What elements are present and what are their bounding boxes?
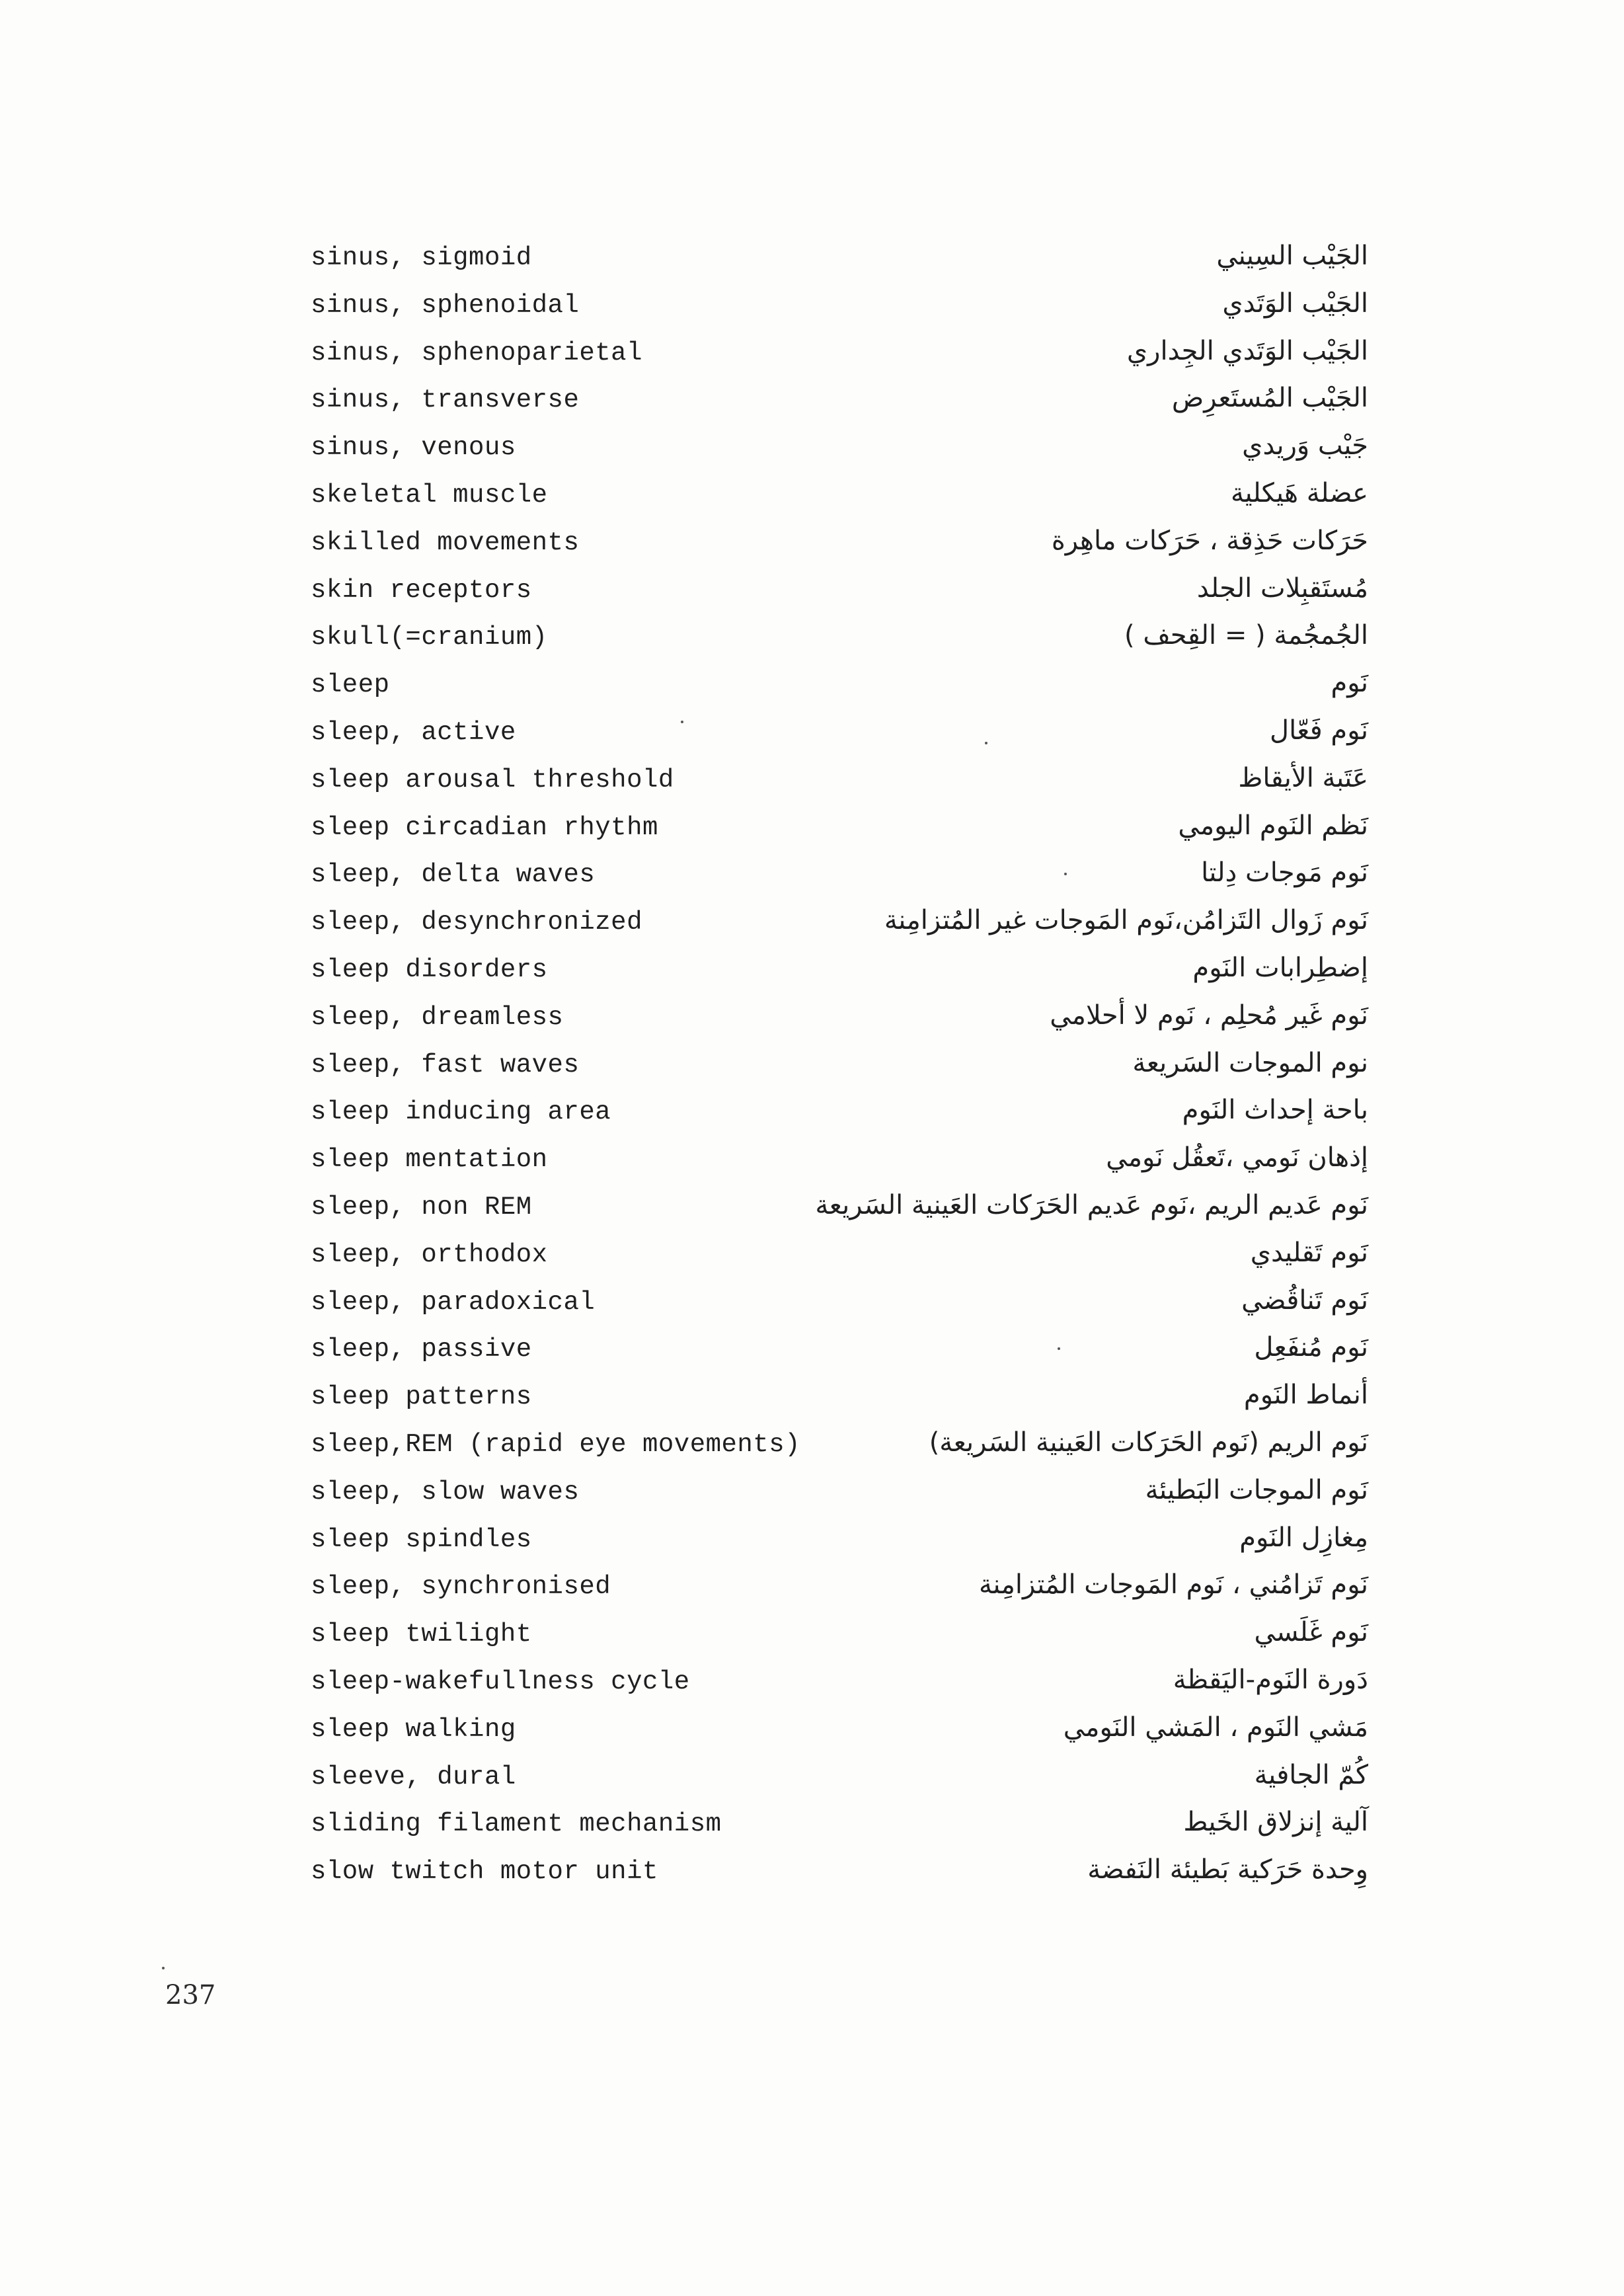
glossary-row [311,571,1368,618]
glossary-row [311,1567,1368,1614]
english-term: sleep, orthodox [311,1240,548,1269]
glossary-row [311,808,1368,855]
arabic-term: نَوم عَديم الريم ،نَوم عَديم الحَرَكات العَينية السَريعة [815,1189,1368,1220]
glossary-row [311,1425,1368,1472]
scan-speck [1064,873,1067,875]
glossary-row [311,333,1368,381]
english-term: sinus, sigmoid [311,243,532,272]
english-term: sinus, venous [311,433,516,463]
english-term: sleep,REM (rapid eye movements) [311,1429,801,1459]
arabic-term: وِحدة حَرَكية بَطيئة النَفضة [1087,1854,1368,1885]
english-term: sleep, non REM [311,1192,532,1222]
english-term: sleep, active [311,717,516,747]
english-term: sinus, sphenoidal [311,290,580,320]
glossary-row [311,1092,1368,1140]
english-term: sleep, passive [311,1335,532,1365]
english-term: skeletal muscle [311,480,548,510]
english-term: sleep, synchronised [311,1572,611,1602]
english-term: sleep, delta waves [311,860,596,890]
arabic-term: الجَيْب السِيني [1216,241,1368,271]
glossary-row [311,1614,1368,1662]
english-term: sleep mentation [311,1145,548,1175]
glossary-row [311,1472,1368,1520]
arabic-term: الجَيْب الوَتَدي [1222,288,1368,319]
glossary-list [311,238,1368,1899]
glossary-row [311,286,1368,333]
english-term: sliding filament mechanism [311,1809,722,1839]
english-term: slow twitch motor unit [311,1857,658,1887]
english-term: sleep, slow waves [311,1477,580,1507]
glossary-row [311,428,1368,475]
english-term: sleep twilight [311,1620,532,1649]
glossary-row [311,523,1368,571]
arabic-term: نَوم زَوال التَزامُن،نَوم المَوجات غير المُتزامِنة [884,905,1368,936]
english-term: skilled movements [311,528,580,557]
scan-speck [985,742,987,744]
glossary-row [311,1520,1368,1567]
glossary-row [311,998,1368,1045]
glossary-row [311,1235,1368,1283]
glossary-row [311,617,1368,665]
arabic-term: إذهان نَومي ،تَعقُل نَومي [1106,1142,1368,1173]
arabic-term: نَوم تَزامُني ، نَوم المَوجات المُتزامِنة [978,1569,1368,1601]
english-term: skull(=cranium) [311,623,548,653]
glossary-row [311,1329,1368,1377]
glossary-row [311,1804,1368,1852]
arabic-term: نَوم تَناقُضي [1241,1285,1368,1316]
arabic-term: نَوم تَقليدي [1250,1237,1368,1268]
arabic-term: كُمّ الجافية [1254,1759,1368,1790]
arabic-term: أنماط النَوم [1243,1380,1368,1411]
glossary-row [311,902,1368,950]
glossary-row [311,665,1368,713]
english-term: sleep patterns [311,1382,532,1412]
english-term: sleep, dreamless [311,1002,564,1032]
arabic-term: مَشي النَوم ، المَشي النَومي [1063,1712,1368,1743]
arabic-term: نَوم مُنفَعِل [1254,1332,1368,1363]
glossary-row [311,760,1368,808]
english-term: sleep disorders [311,955,548,984]
english-term: sleep walking [311,1714,516,1744]
english-term: sinus, sphenoparietal [311,338,642,368]
glossary-row [311,380,1368,428]
glossary-row [311,855,1368,902]
scan-speck [681,721,683,723]
english-term: sleep circadian rhythm [311,812,658,842]
scan-speck [162,1967,165,1969]
arabic-term: مُستَقبِلات الجلد [1196,573,1368,604]
glossary-row [311,1283,1368,1330]
arabic-term: عضلة هَيكلية [1231,477,1368,508]
english-term: sleep, paradoxical [311,1287,596,1317]
glossary-row [311,1852,1368,1899]
arabic-term: نَوم [1331,668,1368,699]
glossary-row [311,713,1368,760]
english-term: sleep arousal threshold [311,765,674,795]
english-term: sleep spindles [311,1524,532,1554]
arabic-term: الجُمجُمة ( = القِحف ) [1124,620,1368,651]
arabic-term: مِغازِل النَوم [1239,1522,1368,1553]
arabic-term: نَوم مَوجات دِلتا [1201,857,1368,889]
english-term: sleeve, dural [311,1762,516,1792]
arabic-term: دَورة النَوم-اليَقظة [1173,1664,1368,1695]
arabic-term: نَوم غَير مُحلِم ، نَوم لا أحلامي [1050,1000,1368,1031]
arabic-term: الجَيْب الوَتَدي الجِداري [1126,335,1368,366]
glossary-row [311,1140,1368,1187]
english-term: sleep-wakefullness cycle [311,1667,690,1696]
english-term: sleep [311,670,390,700]
glossary-row [311,950,1368,998]
glossary-row [311,238,1368,286]
arabic-term: عَتَبة الأيقاظ [1238,762,1368,793]
english-term: sinus, transverse [311,385,580,415]
arabic-term: نوم الموجات السَريعة [1132,1047,1368,1078]
arabic-term: نَوم غَلَسي [1254,1617,1368,1648]
english-term: sleep, fast waves [311,1050,580,1080]
scan-speck [1058,1347,1060,1350]
page-number: 237 [165,1980,216,2010]
arabic-term: حَرَكات حَذِقة ، حَرَكات ماهِرة [1051,525,1368,556]
arabic-term: باحة إحداث النَوم [1182,1095,1368,1126]
arabic-term: نَوم فَعّال [1270,715,1368,746]
glossary-row [311,1045,1368,1093]
glossary-row [311,1710,1368,1757]
arabic-term: إضطِرابات النَوم [1192,952,1368,983]
english-term: sleep inducing area [311,1097,611,1127]
english-term: skin receptors [311,575,532,605]
glossary-row [311,1662,1368,1710]
english-term: sleep, desynchronized [311,908,642,937]
glossary-row [311,1377,1368,1425]
arabic-term: جَيْب وَريدي [1242,430,1368,461]
glossary-row [311,1187,1368,1235]
arabic-term: الجَيْب المُستَعرِض [1171,383,1368,414]
arabic-term: نَوم الموجات البَطيئة [1145,1474,1368,1505]
arabic-term: نَوم الريم (نَوم الحَرَكات العَينية السَريعة) [929,1427,1368,1458]
glossary-row [311,475,1368,523]
glossary-row [311,1757,1368,1805]
arabic-term: نَظم النَوم اليومي [1178,810,1368,841]
arabic-term: آلية إنزلاق الخَيط [1183,1807,1368,1838]
